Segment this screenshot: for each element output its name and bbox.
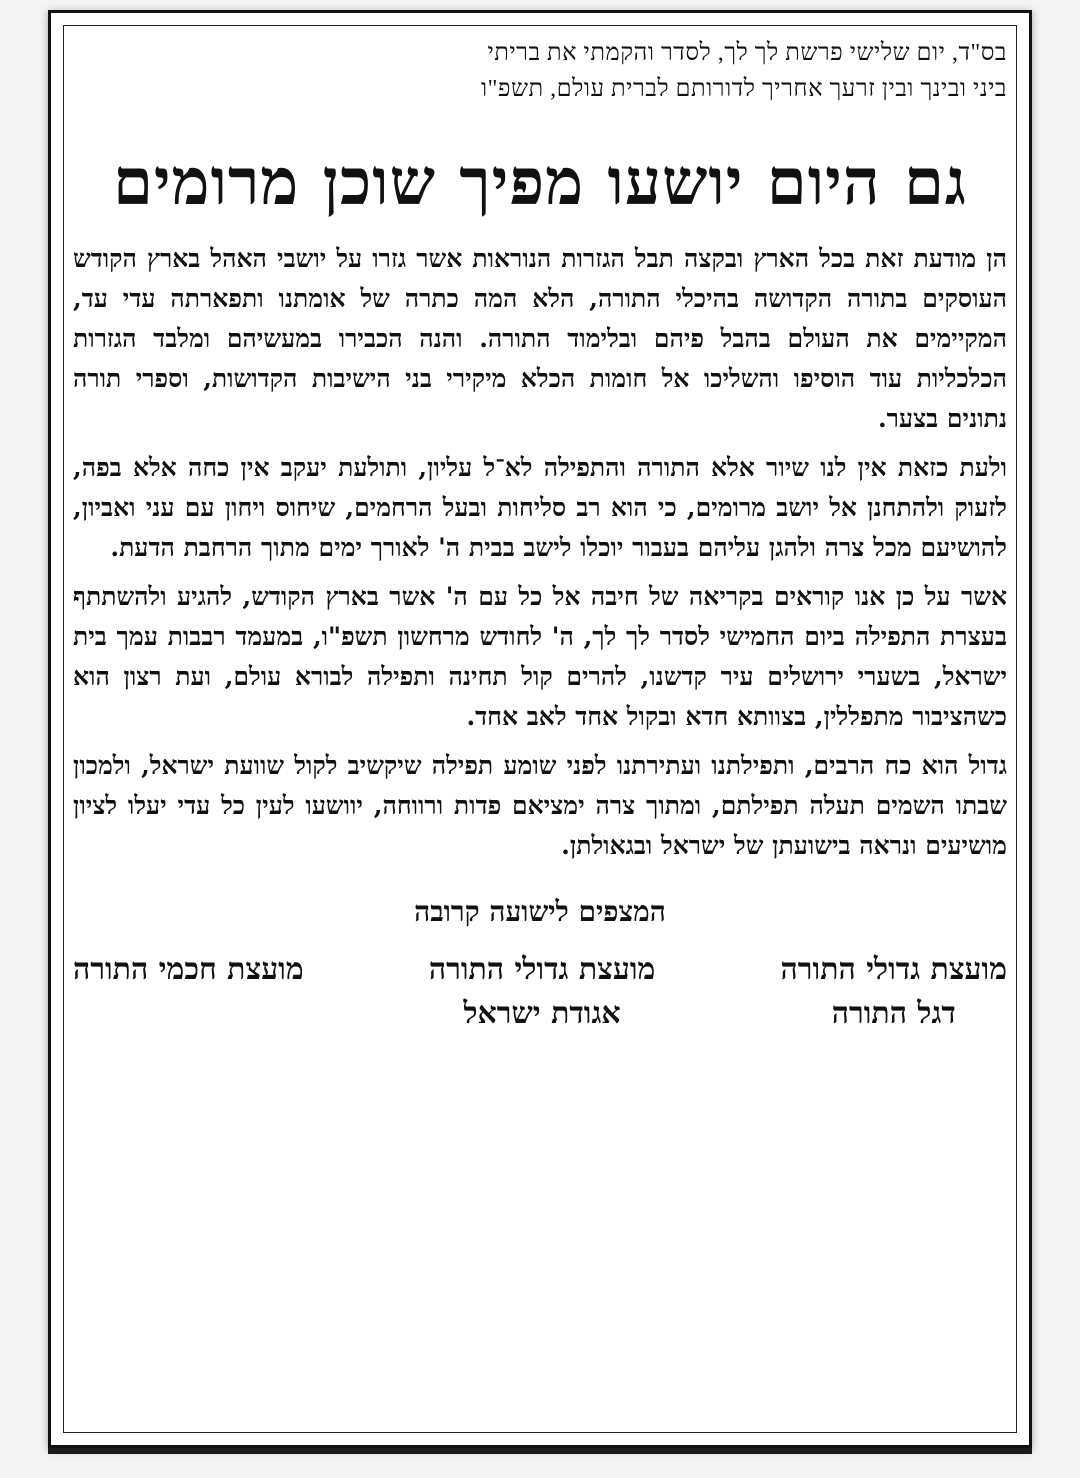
date-line-1: בס"ד, יום שלישי פרשת לך לך, לסדר והקמתי את בריתי <box>487 40 1007 66</box>
council-affiliation: אגודת ישראל <box>463 996 621 1031</box>
council-degel-hatorah <box>781 948 1007 1036</box>
paragraph-4: גדול הוא כח הרבים, ותפילתנו ועתירתנו לפני שומע תפילה שיקשיב לקול שוועת ישראל, ולמכון שבתו השמים תעלה תפילתם, ומתוך צרה ימציאם פדות ורווחה, יוושעו לעין כל עדי יעלו לציון מושיעים ונראה בישועתן של ישראל ובגאולתן. <box>73 751 1007 860</box>
date-line-2: ביני ובינך ובין זרעך אחריך לדורותם לברית עולם, תשפ"ו <box>480 76 1007 102</box>
proclamation-notice <box>48 10 1032 1448</box>
headline: גם היום יושעו מפיך שוכן מרומים <box>112 145 968 220</box>
council-name: מועצת גדולי התורה <box>428 952 656 987</box>
notice-content <box>73 35 1007 1036</box>
paragraph-3: אשר על כן אנו קוראים בקריאה של חיבה אל כל עם ה' אשר בארץ הקודש, להגיע ולהשתתף בעצרת התפילה ביום החמישי לסדר לך לך, ה' לחודש מרחשון תשפ"ו, במעמד רבבות עמך בית ישראל, בשערי ירושלים עיר קדשנו, להרים קול תחינה ותפילה לבורא עולם, ועת רצון הוא כשהציבור מתפללין, בצוותא חדא ובקול אחד לאב אחד. <box>73 582 1007 731</box>
paragraph-2: ולעת כזאת אין לנו שיור אלא התורה והתפילה לא־ל עליון, ותולעת יעקב אין כחה אלא בפה, לזעוק ולהתחנן אל יושב מרומים, כי הוא רב סליחות ובעל הרחמים, שיחוס ויחון עם עני ואביון, להושיעם מכל צרה ולהגן עליהם בעבור יוכלו לישב בבית ה' לאורך ימים מתוך הרחבת הדעת. <box>73 453 1008 562</box>
signatory-line: המצפים לישועה קרובה <box>414 895 666 928</box>
paragraph-1: הן מודעת זאת בכל הארץ ובקצה תבל הגזרות הנוראות אשר גזרו על יושבי האהל בארץ הקודש העוסקים בתורה הקדושה בהיכלי התורה, הלא המה כתרה של אומתנו ותפארתה עדי עד, המקיימים את העולם בהבל פיהם ובלימוד התורה. והנה הכבירו במעשיהם ומלבד הגזרות הכלכליות עוד הוסיפו והשליכו אל חומות הכלא מיקירי בני הישיבות הקדושות, וספרי תורה נתונים בצער. <box>73 244 1007 433</box>
council-agudat-israel <box>429 948 655 1036</box>
council-chachmei-hatorah <box>73 948 304 992</box>
council-affiliation: דגל התורה <box>831 996 956 1031</box>
council-name: מועצת חכמי התורה <box>73 952 304 987</box>
council-name: מועצת גדולי התורה <box>780 952 1007 987</box>
councils-row <box>73 948 1007 1036</box>
